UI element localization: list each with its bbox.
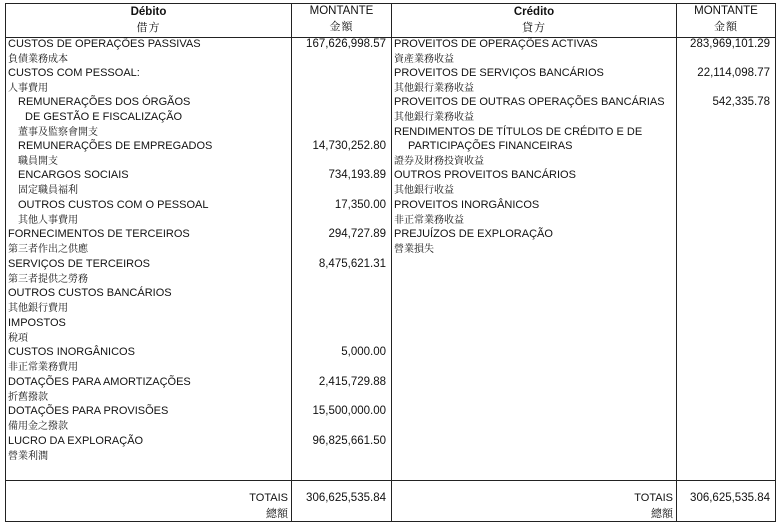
debit-item-label-zh: 其他銀行費用 [8,303,68,314]
debit-header-zh: 借方 [136,21,161,34]
credit-item-amount: 542,335.78 [712,96,770,108]
debit-item-amount: 2,415,729.88 [318,376,386,388]
debit-item-label: REMUNERAÇÕES DE EMPREGADOS [18,140,213,152]
profit-loss-table [5,3,776,522]
amount-header-zh: 金額 [329,20,354,33]
debit-item-amount: 167,626,998.57 [306,38,386,50]
debit-item-label-zh: 折舊撥款 [8,392,48,403]
debit-item-label: OUTROS CUSTOS BANCÁRIOS [8,287,172,299]
debit-item-amount: 294,727.89 [328,228,386,240]
debit-item-label-zh: 備用金之撥款 [8,421,68,432]
credit-totals-label: TOTAIS [634,492,673,504]
credit-item-label: RENDIMENTOS DE TÍTULOS DE CRÉDITO E DE [394,126,643,138]
credit-item-label-zh: 其他銀行業務收益 [394,83,474,94]
debit-header [6,4,291,38]
debit-item-label: DOTAÇÕES PARA AMORTIZAÇÕES [8,376,191,388]
credit-item-label-zh: 非正常業務收益 [394,215,464,226]
credit-item-amount: 22,114,098.77 [697,67,770,79]
credit-item-label: PROVEITOS DE OUTRAS OPERAÇÕES BANCÁRIAS [394,96,665,108]
credit-total-amount: 306,625,535.84 [690,492,770,504]
debit-total-amount: 306,625,535.84 [306,492,386,504]
credit-header-zh: 貸方 [522,21,546,34]
debit-totals-label: TOTAIS [249,492,288,504]
amount-header-zh: 金額 [714,20,738,33]
totals-divider [6,480,775,481]
debit-item-label-zh: 其他人事費用 [18,215,78,226]
debit-item-label: CUSTOS INORGÂNICOS [8,346,135,358]
credit-item-label: PROVEITOS DE OPERAÇÕES ACTIVAS [394,38,598,50]
debit-amount-header [292,4,391,38]
debit-item-label: CUSTOS DE OPERAÇÕES PASSIVAS [8,38,201,50]
debit-item-label-zh: 營業利潤 [8,451,48,462]
amount-header-pt: MONTANTE [309,5,374,17]
debit-item-amount: 8,475,621.31 [318,258,386,270]
debit-item-label: LUCRO DA EXPLORAÇÃO [8,435,144,447]
debit-item-amount: 5,000.00 [341,346,386,358]
col-divider [676,4,677,521]
credit-amount-header [677,4,775,38]
debit-item-label: DOTAÇÕES PARA PROVISÕES [8,405,169,417]
credit-item-label-zh: 資產業務收益 [394,54,454,65]
credit-item-label: OUTROS PROVEITOS BANCÁRIOS [394,169,576,181]
debit-item-label-zh: 董事及監察會開支 [18,127,98,138]
debit-item-amount: 17,350.00 [334,199,386,211]
debit-item-label-zh: 固定職員福利 [18,185,78,196]
debit-item-label: CUSTOS COM PESSOAL: [8,67,140,79]
debit-item-amount: 734,193.89 [328,169,386,181]
credit-item-label-zh: 營業損失 [394,244,434,255]
debit-totals-label-zh: 總額 [266,507,288,520]
debit-item-amount: 96,825,661.50 [312,435,386,447]
debit-item-label: REMUNERAÇÕES DOS ÓRGÃOS [18,96,191,108]
credit-item-amount: 283,969,101.29 [690,38,770,50]
debit-item-label-zh: 第三者作出之供應 [8,244,88,255]
debit-item-label-zh: 非正常業務費用 [8,362,78,373]
debit-item-label-zh: 人事費用 [8,83,48,94]
debit-item-amount: 15,500,000.00 [312,405,386,417]
credit-item-label: PROVEITOS DE SERVIÇOS BANCÁRIOS [394,67,604,79]
debit-item-label-zh: 稅項 [8,333,28,344]
debit-item-label: ENCARGOS SOCIAIS [18,169,129,181]
debit-item-label: IMPOSTOS [8,317,66,329]
credit-item-label: PROVEITOS INORGÂNICOS [394,199,540,211]
debit-item-amount: 14,730,252.80 [312,140,386,152]
credit-item-label-zh: 證券及財務投資收益 [394,156,484,167]
debit-item-label: FORNECIMENTOS DE TERCEIROS [8,228,190,240]
credit-item-label: PREJUÍZOS DE EXPLORAÇÃO [394,228,553,240]
debit-item-label: SERVIÇOS DE TERCEIROS [8,258,151,270]
debit-item-label-zh: 第三者提供之勞務 [8,274,88,285]
debit-item-label-zh: 職員開支 [18,156,58,167]
credit-item-label-zh: 其他銀行收益 [394,185,454,196]
debit-item-label: OUTROS CUSTOS COM O PESSOAL [18,199,209,211]
debit-header-pt: Débito [130,6,167,18]
credit-item-label-line2: PARTICIPAÇÕES FINANCEIRAS [408,140,573,152]
credit-header-pt: Crédito [513,6,555,18]
col-divider [391,4,392,521]
amount-header-pt: MONTANTE [694,5,758,17]
credit-item-label-zh: 其他銀行業務收益 [394,112,474,123]
credit-totals-label-zh: 總額 [651,507,673,520]
credit-header [392,4,676,38]
debit-item-label-zh: 負債業務成本 [8,54,68,65]
debit-item-label-line2: DE GESTÃO E FISCALIZAÇÃO [25,111,183,123]
